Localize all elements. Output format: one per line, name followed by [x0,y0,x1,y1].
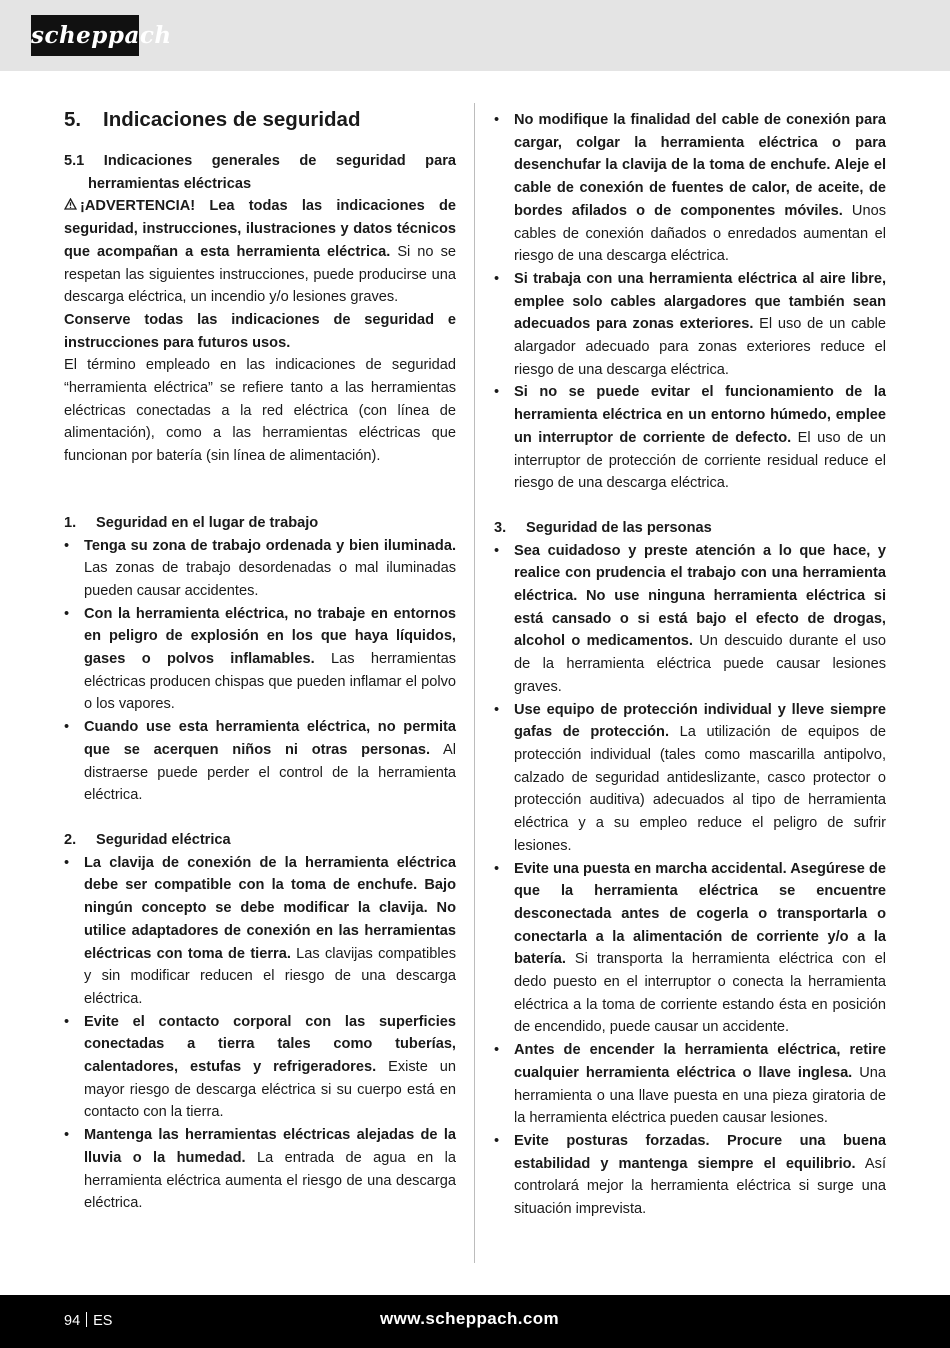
column-divider [474,103,475,1263]
section-1-number: 1. [64,514,77,531]
list-item-text: El uso de un interruptor de protección de corriente residual reduce el riesgo de una descarga eléctrica. [514,429,886,492]
list-item-text: Si transporta la herramienta eléctrica con el dedo puesto en el interruptor o conecta la herramienta eléctrica a la toma de corriente estando ésta en posición de encendido, puede causar un accidente. [514,951,886,1036]
list-item [64,1124,456,1215]
list-item-text: Una herramienta o una llave puesta en una pieza giratoria de la herramienta eléctrica pueden causar lesiones. [514,1064,886,1127]
warning-triangle-icon [64,195,80,218]
list-item-bold: Antes de encender la herramienta eléctrica, retire cualquier herramienta eléctrica o llave inglesa. [514,1042,886,1081]
list-item-bold: Con la herramienta eléctrica, no trabaje en entornos en peligro de explosión en los que haya líquidos, gases o polvos inflamables. [84,605,456,668]
list-item [494,268,886,382]
list-item-text: La entrada de agua en la herramienta eléctrica aumenta el riesgo de una descarga eléctrica. [84,1149,456,1212]
page-header [0,0,950,71]
list-item-text: El uso de un cable alargador adecuado para zonas exteriores reduce el riesgo de una descarga eléctrica. [514,316,886,378]
language-code: ES [93,1313,113,1329]
term-paragraph: El término empleado en las indicaciones de seguridad “herramienta eléctrica” se refiere tanto a las herramientas eléctricas conectadas a la red eléctrica (con línea de alimentación), como a las herramientas eléctricas que funcionan por batería (sin línea de alimentación). [64,357,456,465]
section-3-number: 3. [494,519,507,536]
list-item [494,1039,886,1130]
list-item [494,381,886,495]
list-item-text: Las clavijas compatibles y sin modificar reducen el riesgo de una descarga eléctrica. [84,945,456,1007]
subsection-title: 5.1 Indicaciones generales de seguridad para herramientas eléctricas [64,153,456,192]
list-item-bold: Mantenga las herramientas eléctricas alejadas de la lluvia o la humedad. [84,1127,456,1166]
section-number: 5. [64,108,82,131]
list-item-text: Las herramientas eléctricas producen chispas que pueden inflamar el polvo o los vapores. [84,651,457,713]
section-heading-1 [64,512,456,535]
list-item-text: Así controlará mejor la herramienta eléctrica si surge una situación imprevista. [514,1155,886,1218]
section-2-number: 2. [64,831,77,848]
list-item-bold: Evite una puesta en marcha accidental. Asegúrese de que la herramienta eléctrica se encuentre desconectada antes de cogerla o transportarla o conectarla a la alimentación de corriente y/o a la batería. [514,860,886,968]
warning-paragraph [64,195,456,309]
section-title [64,107,456,133]
list-item-bold: Cuando use esta herramienta eléctrica, no permita que se acerquen niños ni otras personas. [84,719,456,758]
list-item-text: Unos cables de conexión dañados o enredados aumentan el riesgo de una descarga eléctrica. [514,202,886,265]
page-number [64,1311,112,1331]
list-item-bold: Use equipo de protección individual y lleve siempre gafas de protección. [514,701,886,741]
list-item [494,1130,886,1221]
section-2-list [64,852,456,1215]
section-2-title: Seguridad eléctrica [96,831,231,848]
list-item-bold: Evite el contacto corporal con las superficies conectadas a tierra tales como tuberías, calentadores, estufas y refrigeradores. [84,1013,456,1076]
list-item [494,858,886,1040]
conserve-instructions [64,309,456,354]
list-item [64,535,456,603]
section-title-text: Indicaciones de seguridad [103,108,361,131]
list-item-bold: Evite posturas forzadas. Procure una buena estabilidad y mantenga siempre el equilibrio. [514,1132,886,1172]
left-column [64,103,456,1215]
scheppach-logo: scheppach [31,15,139,56]
section-3-list [494,540,886,1221]
page-number-value: 94 [64,1313,81,1329]
section-1-title: Seguridad en el lugar de trabajo [96,514,319,531]
section-heading-3 [494,517,886,540]
list-item [494,540,886,699]
website-url: www.scheppach.com [380,1309,560,1328]
list-item-text: Las zonas de trabajo desordenadas o mal iluminadas pueden causar accidentes. [84,560,456,599]
section-heading-2 [64,829,456,852]
list-item-bold: Sea cuidadoso y preste atención a lo que hace, y realice con prudencia el trabajo con una herramienta eléctrica. No use ninguna herramienta eléctrica si está cansado o si está bajo el efecto de drogas, alcohol o medicamentos. [514,542,886,650]
right-column [494,103,886,1221]
list-item [64,603,456,717]
section-3-title: Seguridad de las personas [526,519,712,536]
list-item [494,699,886,858]
list-item-text: Existe un mayor riesgo de descarga eléctrica si su cuerpo está en contacto con la tierra. [84,1059,456,1121]
list-item-bold: No modifique la finalidad del cable de conexión para cargar, colgar la herramienta eléctrica o para desenchufar la clavija de la toma de enchufe. Aleje el cable de conexión de fuentes de calor, de aceite, de bordes afilados o de componentes móviles. [514,112,886,219]
list-item-bold: Si no se puede evitar el funcionamiento de la herramienta eléctrica en un entorno húmedo, emplee un interruptor de corriente de defecto. [514,384,886,446]
list-item [64,852,456,1011]
list-item-bold: Tenga su zona de trabajo ordenada y bien iluminada. [84,537,456,554]
conserve-text: Conserve todas las indicaciones de seguridad e instrucciones para futuros usos. [64,311,456,351]
list-item [64,716,456,807]
warning-bold-text: ¡ADVERTENCIA! Lea todas las indicaciones de seguridad, instrucciones, ilustraciones y datos técnicos que acompañan a esta herramienta eléctrica. [64,198,456,260]
list-item-bold: La clavija de conexión de la herramienta eléctrica debe ser compatible con la toma de enchufe. Bajo ningún concepto se debe modificar la clavija. No utilice adaptadores de conexión en las herramientas eléctricas con toma de tierra. [84,854,456,962]
list-item-text: Al distraerse puede perder el control de la herramienta eléctrica. [84,741,456,804]
footer-separator [86,1312,87,1327]
list-item-text: La utilización de equipos de protección individual (tales como mascarilla antipolvo, calzado de seguridad antideslizante, casco protector o protección auditiva) adecuados al tipo de herramienta eléctrica y a su empleo reduce el peligro de sufrir lesiones. [514,724,886,854]
page-footer [0,1295,950,1348]
list-item [64,1011,456,1125]
list-item [494,109,886,268]
section-1-list [64,535,456,807]
list-item-bold: Si trabaja con una herramienta eléctrica al aire libre, emplee solo cables alargadores que también sean adecuados para zonas exteriores. [514,270,886,333]
warning-body-text: Si no se respetan las siguientes instrucciones, puede producirse una descarga eléctrica, un incendio y/o lesiones graves. [64,243,456,306]
section-2-continued-list [494,109,886,495]
list-item-text: Un descuido durante el uso de la herramienta eléctrica puede causar lesiones graves. [514,633,886,695]
